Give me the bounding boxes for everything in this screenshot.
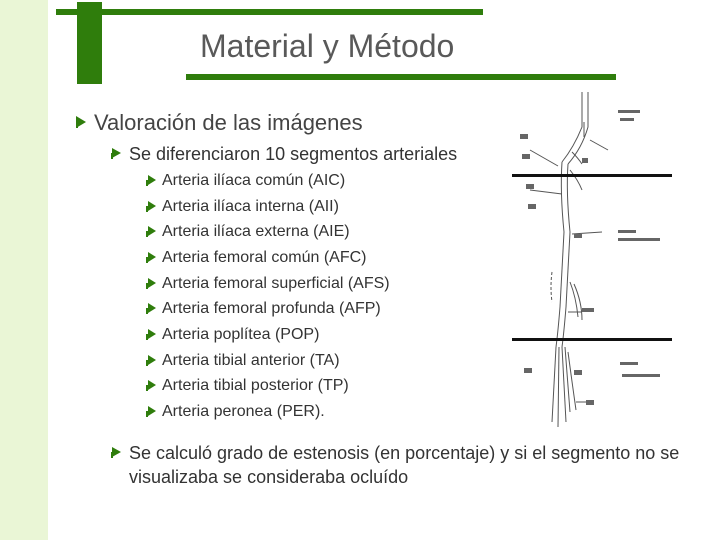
segment-label: Arteria femoral común (AFC) bbox=[162, 249, 367, 266]
list-item bbox=[148, 172, 345, 190]
list-item bbox=[148, 326, 319, 344]
list-item bbox=[148, 403, 325, 421]
list-item bbox=[148, 275, 390, 293]
arrow-bullet-icon bbox=[148, 175, 156, 185]
segment-label: Arteria tibial anterior (TA) bbox=[162, 352, 340, 369]
segment-label: Arteria peronea (PER). bbox=[162, 403, 325, 420]
arrow-bullet-icon bbox=[148, 201, 156, 211]
stenosis-note bbox=[112, 441, 699, 489]
arrow-bullet-icon bbox=[148, 406, 156, 416]
segment-label: Arteria ilíaca común (AIC) bbox=[162, 172, 346, 189]
list-item bbox=[148, 223, 350, 241]
list-item bbox=[148, 300, 381, 318]
arterial-segments-diagram bbox=[512, 92, 672, 437]
slide-title: Material y Método bbox=[200, 28, 455, 64]
left-decorative-band bbox=[0, 0, 48, 540]
arrow-bullet-icon bbox=[148, 303, 156, 313]
subheading bbox=[112, 144, 457, 165]
section-heading bbox=[76, 110, 363, 136]
list-item bbox=[148, 198, 339, 216]
arrow-bullet-icon bbox=[148, 252, 156, 262]
arrow-bullet-icon bbox=[148, 380, 156, 390]
title-decoration-top-line bbox=[56, 9, 483, 15]
segment-label: Arteria poplítea (POP) bbox=[162, 326, 320, 343]
arrow-bullet-icon bbox=[148, 226, 156, 236]
list-item bbox=[148, 352, 340, 370]
arrow-bullet-icon bbox=[148, 278, 156, 288]
segment-label: Arteria femoral superficial (AFS) bbox=[162, 275, 390, 292]
section-heading-text: Valoración de las imágenes bbox=[94, 110, 363, 135]
arrow-bullet-icon bbox=[76, 116, 86, 128]
segment-label: Arteria ilíaca externa (AIE) bbox=[162, 223, 350, 240]
list-item bbox=[148, 377, 349, 395]
stenosis-note-text: Se calculó grado de estenosis (en porcentaje) y si el segmento no se visualizaba se consideraba ocluído bbox=[129, 443, 680, 487]
segment-label: Arteria ilíaca interna (AII) bbox=[162, 198, 339, 215]
list-item bbox=[148, 249, 367, 267]
title-decoration-bottom-line bbox=[186, 74, 616, 80]
arrow-bullet-icon bbox=[112, 148, 121, 158]
segment-label: Arteria femoral profunda (AFP) bbox=[162, 300, 381, 317]
arrow-bullet-icon bbox=[148, 355, 156, 365]
subheading-text: Se diferenciaron 10 segmentos arteriales bbox=[129, 144, 458, 164]
arrow-bullet-icon bbox=[148, 329, 156, 339]
arrow-bullet-icon bbox=[112, 447, 121, 457]
segment-label: Arteria tibial posterior (TP) bbox=[162, 377, 349, 394]
